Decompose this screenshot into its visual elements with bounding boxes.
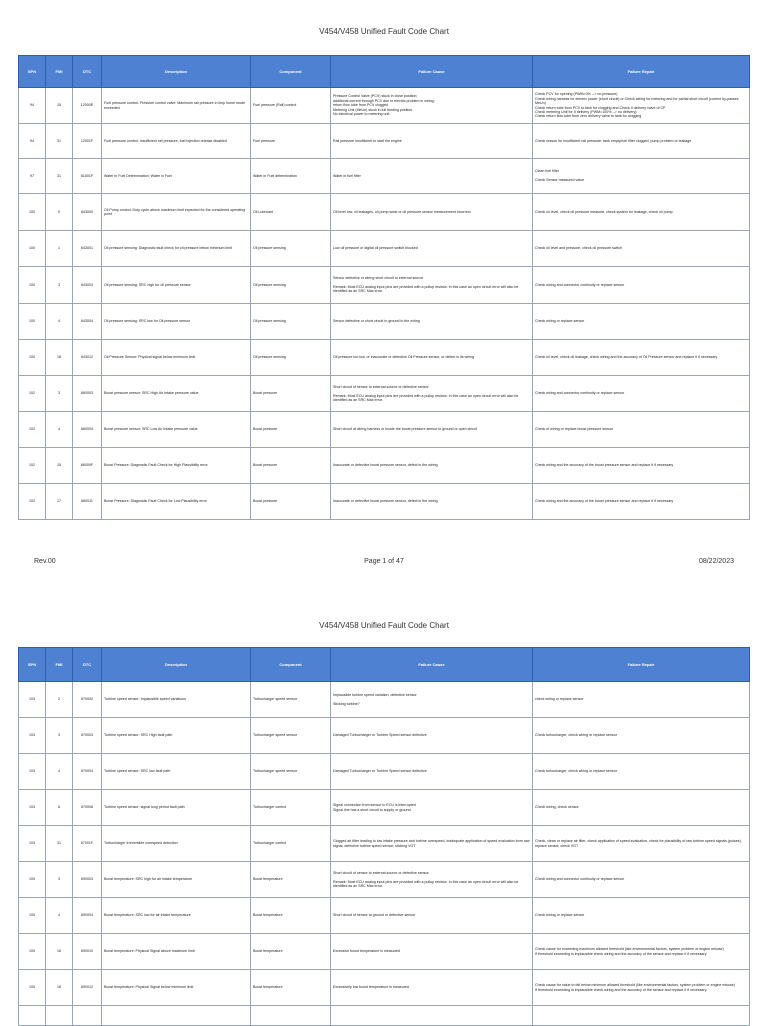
description-cell: Boost Pressure: Diagnostic Fault Check for High Plausibility error bbox=[102, 448, 251, 484]
table-row bbox=[19, 376, 750, 412]
table-row bbox=[19, 1006, 750, 1026]
spn-cell: 103 bbox=[19, 826, 46, 862]
failure-repair-cell: Check of wiring or replace boost pressure sensor bbox=[533, 412, 750, 448]
fmi-cell: 3 bbox=[46, 862, 73, 898]
failure-repair-cell: Check oil level and pressure, check oil pressure switch bbox=[533, 231, 750, 267]
component-cell: Boost pressure bbox=[251, 376, 331, 412]
spn-cell: 102 bbox=[19, 376, 46, 412]
failure-repair-cell: Check turbocharger, check wiring or replace sensor bbox=[533, 718, 750, 754]
fmi-cell: 0 bbox=[46, 194, 73, 231]
description-cell: Turbine speed sensor: SRC High fault path bbox=[102, 718, 251, 754]
failure-cause-cell: Oil level low, oil leakages, oil pump wear or oil pressure sensor measurement incorrect bbox=[331, 194, 533, 231]
header-dtc: DTC bbox=[73, 648, 102, 682]
dtc-cell: 660011 bbox=[73, 484, 102, 520]
dtc-cell: 643012 bbox=[73, 340, 102, 376]
component-cell: Boost pressure bbox=[251, 484, 331, 520]
header-failure-repair: Failure Repair bbox=[533, 56, 750, 88]
dtc-cell: 690012 bbox=[73, 970, 102, 1006]
spn-cell: 102 bbox=[19, 484, 46, 520]
spn-cell: 105 bbox=[19, 862, 46, 898]
header-description: Description bbox=[102, 648, 251, 682]
fmi-cell: 3 bbox=[46, 267, 73, 304]
failure-repair-cell: Check wiring and connector continuity or replace sensor bbox=[533, 862, 750, 898]
failure-cause-cell: Pressure Control Valve (PCV) stuck in close position; additional current through PCV due to electric problem in wiring; return flow tube from PCV clogged Metering Unit (MeUn) stuck in full feeding position No electrical power to metering unit bbox=[331, 88, 533, 124]
fmi-cell: 4 bbox=[46, 412, 73, 448]
fault-code-table bbox=[18, 647, 750, 1026]
description-cell: Boost temperature: SRC high for air intake temperature bbox=[102, 862, 251, 898]
page-number: Page 1 of 47 bbox=[364, 558, 404, 565]
component-cell: Oil pressure sensing bbox=[251, 231, 331, 267]
component-cell: Oil pressure sensing bbox=[251, 267, 331, 304]
fmi-cell: 31 bbox=[46, 826, 73, 862]
failure-cause-cell: Damaged Turbocharger or Turbine Speed sensor defective bbox=[331, 718, 533, 754]
spn-cell: 103 bbox=[19, 790, 46, 826]
description-cell: Fuel pressure control: Insufficient rail pressure, fuel injection release disabled bbox=[102, 124, 251, 159]
component-cell: Turbocharger speed sensor bbox=[251, 682, 331, 718]
failure-cause-cell: Oil pressure too low, or inaccurate or defective Oil Pressure sensor, or defect in its wiring bbox=[331, 340, 533, 376]
table-row bbox=[19, 448, 750, 484]
component-cell bbox=[251, 1006, 331, 1026]
failure-repair-cell: Check oil level, check oil leakage, check wiring and the accuracy of Oil Pressure sensor and replace it if necessary. bbox=[533, 340, 750, 376]
dtc-cell: 660003 bbox=[73, 376, 102, 412]
date-label: 08/22/2023 bbox=[698, 558, 734, 565]
header-description: Description bbox=[102, 56, 251, 88]
table-row bbox=[19, 682, 750, 718]
spn-cell: 105 bbox=[19, 970, 46, 1006]
failure-cause-cell bbox=[331, 1006, 533, 1026]
table-row bbox=[19, 194, 750, 231]
fmi-cell bbox=[46, 1006, 73, 1026]
fmi-cell: 8 bbox=[46, 790, 73, 826]
dtc-cell: 670002 bbox=[73, 682, 102, 718]
table-row bbox=[19, 231, 750, 267]
header-component: Component bbox=[251, 56, 331, 88]
table-row bbox=[19, 159, 750, 194]
table-row bbox=[19, 754, 750, 790]
failure-repair-cell: Check, clean or replace air filter, check application of speed evaluation, check for plausibility of raw turbine speed signals (pulses), replace sensor, check VGT bbox=[533, 826, 750, 862]
failure-repair-cell: Check cause for exceeding maximum allowed threshold (like environmental factors, system problem or engine misuse) If threshold exceeding is implausible check wiring and the accuracy of the sensor and replace it if necessary. bbox=[533, 934, 750, 970]
failure-cause-cell: Implausible turbine speed variation, defective sensor Sticking turbine? bbox=[331, 682, 533, 718]
failure-repair-cell: Check wiring and the accuracy of the boost pressure sensor and replace it if necessary bbox=[533, 448, 750, 484]
fmi-cell: 31 bbox=[46, 124, 73, 159]
spn-cell: 103 bbox=[19, 682, 46, 718]
component-cell: Turbocharger speed sensor bbox=[251, 754, 331, 790]
table-row bbox=[19, 304, 750, 340]
dtc-cell: 12000E bbox=[73, 88, 102, 124]
description-cell: Fuel pressure control: Pressure control valve: Maximum rail pressure in limp home mode exceeded bbox=[102, 88, 251, 124]
document-title: V454/V458 Unified Fault Code Chart bbox=[319, 27, 449, 36]
component-cell: Turbocharger control bbox=[251, 826, 331, 862]
failure-repair-cell: check wiring or replace sensor bbox=[533, 682, 750, 718]
failure-repair-cell: Check turbocharger, check wiring or replace sensor bbox=[533, 754, 750, 790]
description-cell: Boost temperature: SRC low for air intake temperature bbox=[102, 898, 251, 934]
spn-cell: 100 bbox=[19, 340, 46, 376]
description-cell: Oil pressure sensing: Diagnostic fault check for oil pressure below minimum limit bbox=[102, 231, 251, 267]
dtc-cell: 643000 bbox=[73, 194, 102, 231]
failure-cause-cell: Signal connection from sensor to ECU is interrupted Signal line has a short circuit to supply or ground. bbox=[331, 790, 533, 826]
dtc-cell: 690010 bbox=[73, 934, 102, 970]
component-cell: Boost temperature bbox=[251, 862, 331, 898]
description-cell: Boost pressure sensor: SRC Low Air Intake pressure value bbox=[102, 412, 251, 448]
failure-repair-cell: Check wiring or replace sensor bbox=[533, 898, 750, 934]
spn-cell: 105 bbox=[19, 934, 46, 970]
fmi-cell: 2 bbox=[46, 682, 73, 718]
fmi-cell: 18 bbox=[46, 340, 73, 376]
dtc-cell: 690003 bbox=[73, 862, 102, 898]
fmi-cell: 4 bbox=[46, 304, 73, 340]
component-cell: Oil pressure sensing bbox=[251, 304, 331, 340]
failure-repair-cell: Check wiring and the accuracy of the boost pressure sensor and replace it if necessary bbox=[533, 484, 750, 520]
failure-cause-cell: Low oil pressure or digital oil pressure switch blocked bbox=[331, 231, 533, 267]
dtc-cell: 670008 bbox=[73, 790, 102, 826]
failure-cause-cell: Inaccurate or defective boost pressure sensor, defect in the wiring bbox=[331, 484, 533, 520]
table-row bbox=[19, 484, 750, 520]
description-cell: Oil pressure sensing: SRC high for oil pressure sensor bbox=[102, 267, 251, 304]
spn-cell: 105 bbox=[19, 898, 46, 934]
dtc-cell: 670003 bbox=[73, 718, 102, 754]
fmi-cell: 16 bbox=[46, 934, 73, 970]
table-header-row bbox=[19, 648, 750, 682]
spn-cell: 100 bbox=[19, 304, 46, 340]
fmi-cell: 4 bbox=[46, 754, 73, 790]
table-row bbox=[19, 718, 750, 754]
fmi-cell: 31 bbox=[46, 159, 73, 194]
table-row bbox=[19, 934, 750, 970]
revision-label: Rev.00 bbox=[34, 558, 56, 565]
spn-cell: 94 bbox=[19, 124, 46, 159]
table-row bbox=[19, 970, 750, 1006]
failure-repair-cell: Check PCV for opening (PWM=0% --> no pressure) Check wiring harness for electric power (short circuit) or Check wiring for metering and for partial short circuit (current by-passes MeUn) Check return tube from PCV to tank for clogging and Check II delivery valve of CP Check metering Unit for II delivery (PWM=100% --> no delivery) Check return flow tube from zero delivery valve to tank for clogging bbox=[533, 88, 750, 124]
failure-cause-cell: Short circuit of sensor to external source or defective sensor Remark: Most ECU analog input pins are provided with a pullup resistor. In this case an open circuit error will also be identified as an SRC Max error. bbox=[331, 376, 533, 412]
failure-repair-cell: Check wiring or replace sensor bbox=[533, 304, 750, 340]
spn-cell: 102 bbox=[19, 412, 46, 448]
failure-cause-cell: Damaged Turbocharger or Turbine Speed sensor defective bbox=[331, 754, 533, 790]
spn-cell: 94 bbox=[19, 88, 46, 124]
description-cell: Turbocharger Irreversible overspeed detection bbox=[102, 826, 251, 862]
header-fmi: FMI bbox=[46, 56, 73, 88]
table-row bbox=[19, 412, 750, 448]
description-cell: Boost temperature: Physical Signal below minimum limit bbox=[102, 970, 251, 1006]
description-cell: Boost pressure sensor: SRC High Air Intake pressure value bbox=[102, 376, 251, 412]
failure-repair-cell: Check wiring and connector continuity or replace sensor bbox=[533, 376, 750, 412]
table-row bbox=[19, 826, 750, 862]
dtc-cell: 67001F bbox=[73, 826, 102, 862]
description-cell: Turbine speed sensor: Implausible speed variations bbox=[102, 682, 251, 718]
component-cell: Oil pressure sensing bbox=[251, 340, 331, 376]
header-failure-repair: Failure Repair bbox=[533, 648, 750, 682]
description-cell: Turbine speed sensor: signal long period fault path bbox=[102, 790, 251, 826]
failure-repair-cell: Check oil level, check oil pressure measure, check system for leakage, check oil pump. bbox=[533, 194, 750, 231]
table-row bbox=[19, 898, 750, 934]
dtc-cell: 660004 bbox=[73, 412, 102, 448]
failure-cause-cell: Clogged air filter leading to low intake pressure and turbine overspeed, inadequate application of speed evaluation from raw signal, defective turbine speed sensor, sticking VGT bbox=[331, 826, 533, 862]
failure-cause-cell: Short circuit of sensor to external source or defective sensor Remark: Most ECU analog input pins are provided with a pullup resistor. In this case an open circuit error will also be identified as an SRC Max error. bbox=[331, 862, 533, 898]
component-cell: Boost temperature bbox=[251, 970, 331, 1006]
component-cell: Fuel pressure bbox=[251, 124, 331, 159]
spn-cell bbox=[19, 1006, 46, 1026]
spn-cell: 102 bbox=[19, 448, 46, 484]
failure-repair-cell: Check wiring, check sensor bbox=[533, 790, 750, 826]
description-cell: Turbine speed sensor: SRC low fault path bbox=[102, 754, 251, 790]
header-component: Component bbox=[251, 648, 331, 682]
description-cell bbox=[102, 1006, 251, 1026]
description-cell: Oil Pressure Sensor: Physical signal below minimum limit bbox=[102, 340, 251, 376]
dtc-cell: 66000F bbox=[73, 448, 102, 484]
table-row bbox=[19, 340, 750, 376]
failure-cause-cell: Water in fuel filter bbox=[331, 159, 533, 194]
component-cell: Boost pressure bbox=[251, 448, 331, 484]
header-failure-cause: Failure Cause bbox=[331, 56, 533, 88]
failure-repair-cell bbox=[533, 1006, 750, 1026]
table-row bbox=[19, 88, 750, 124]
failure-cause-cell: Excessive boost temperature is measured bbox=[331, 934, 533, 970]
dtc-cell: 643001 bbox=[73, 231, 102, 267]
table-row bbox=[19, 862, 750, 898]
description-cell: Oil Pump control: Duty cycle above maximum limit expected for the considered operating point bbox=[102, 194, 251, 231]
failure-cause-cell: Excessively low boost temperature is measured bbox=[331, 970, 533, 1006]
dtc-cell: 670004 bbox=[73, 754, 102, 790]
header-failure-cause: Failure Cause bbox=[331, 648, 533, 682]
component-cell: Boost temperature bbox=[251, 934, 331, 970]
header-dtc: DTC bbox=[73, 56, 102, 88]
spn-cell: 97 bbox=[19, 159, 46, 194]
fmi-cell: 15 bbox=[46, 448, 73, 484]
failure-cause-cell: Inaccurate or defective boost pressure sensor, defect in the wiring bbox=[331, 448, 533, 484]
fmi-cell: 17 bbox=[46, 484, 73, 520]
description-cell: Boost Pressure: Diagnostic Fault Check for Low Plausibility error bbox=[102, 484, 251, 520]
dtc-cell: 690004 bbox=[73, 898, 102, 934]
component-cell: Boost pressure bbox=[251, 412, 331, 448]
spn-cell: 100 bbox=[19, 267, 46, 304]
component-cell: Oil Lubricant bbox=[251, 194, 331, 231]
table-row bbox=[19, 790, 750, 826]
failure-repair-cell: Check wiring and connector continuity or replace sensor bbox=[533, 267, 750, 304]
component-cell: Boost temperature bbox=[251, 898, 331, 934]
failure-cause-cell: Rail pressure insufficient to start the engine bbox=[331, 124, 533, 159]
spn-cell: 103 bbox=[19, 754, 46, 790]
failure-repair-cell: Check cause for value to fall below minimum allowed threshold (like environmental factors, system problem or engine misuse) If threshold exceeding is implausible check wiring and the accuracy of the sensor and replace it if necessary. bbox=[533, 970, 750, 1006]
fmi-cell: 15 bbox=[46, 88, 73, 124]
fmi-cell: 1 bbox=[46, 231, 73, 267]
description-cell: Oil pressure sensing: SRC low for Oil pressure sensor bbox=[102, 304, 251, 340]
table-row bbox=[19, 267, 750, 304]
failure-repair-cell: Check reason for insufficient rail pressure; tank empty,fuel filter clogged, pump problem or leakage bbox=[533, 124, 750, 159]
dtc-cell: 643004 bbox=[73, 304, 102, 340]
failure-cause-cell: Short circuit of sensor to ground or defective sensor bbox=[331, 898, 533, 934]
component-cell: Fuel pressure (Rail) control bbox=[251, 88, 331, 124]
fmi-cell: 18 bbox=[46, 970, 73, 1006]
component-cell: Turbocharger control bbox=[251, 790, 331, 826]
description-cell: Water in Fuel Determination: Water in Fuel bbox=[102, 159, 251, 194]
dtc-cell: 12001F bbox=[73, 124, 102, 159]
header-spn: SPN bbox=[19, 648, 46, 682]
table-header-row bbox=[19, 56, 750, 88]
spn-cell: 100 bbox=[19, 194, 46, 231]
failure-cause-cell: Sensor defective or short circuit to ground in the wiring bbox=[331, 304, 533, 340]
component-cell: Water in Fuel determination bbox=[251, 159, 331, 194]
component-cell: Turbocharger speed sensor bbox=[251, 718, 331, 754]
dtc-cell: 643003 bbox=[73, 267, 102, 304]
dtc-cell: 61001F bbox=[73, 159, 102, 194]
spn-cell: 100 bbox=[19, 231, 46, 267]
table-row bbox=[19, 124, 750, 159]
document-title: V454/V458 Unified Fault Code Chart bbox=[319, 621, 449, 630]
spn-cell: 103 bbox=[19, 718, 46, 754]
failure-cause-cell: Short circuit at wiring harness or inside the boost pressure sensor to ground or open circuit bbox=[331, 412, 533, 448]
fmi-cell: 3 bbox=[46, 376, 73, 412]
fault-code-table bbox=[18, 55, 750, 520]
fmi-cell: 3 bbox=[46, 718, 73, 754]
failure-cause-cell: Sensor defective or wiring short circuit to external source Remark: Most ECU analog input pins are provided with a pullup resistor. In this case an open circuit error will also be identified as an SRC Max error. bbox=[331, 267, 533, 304]
fmi-cell: 4 bbox=[46, 898, 73, 934]
description-cell: Boost temperature: Physical Signal above maximum limit bbox=[102, 934, 251, 970]
failure-repair-cell: Clean fuel filter Check Sensor measured value bbox=[533, 159, 750, 194]
header-spn: SPN bbox=[19, 56, 46, 88]
header-fmi: FMI bbox=[46, 648, 73, 682]
dtc-cell bbox=[73, 1006, 102, 1026]
